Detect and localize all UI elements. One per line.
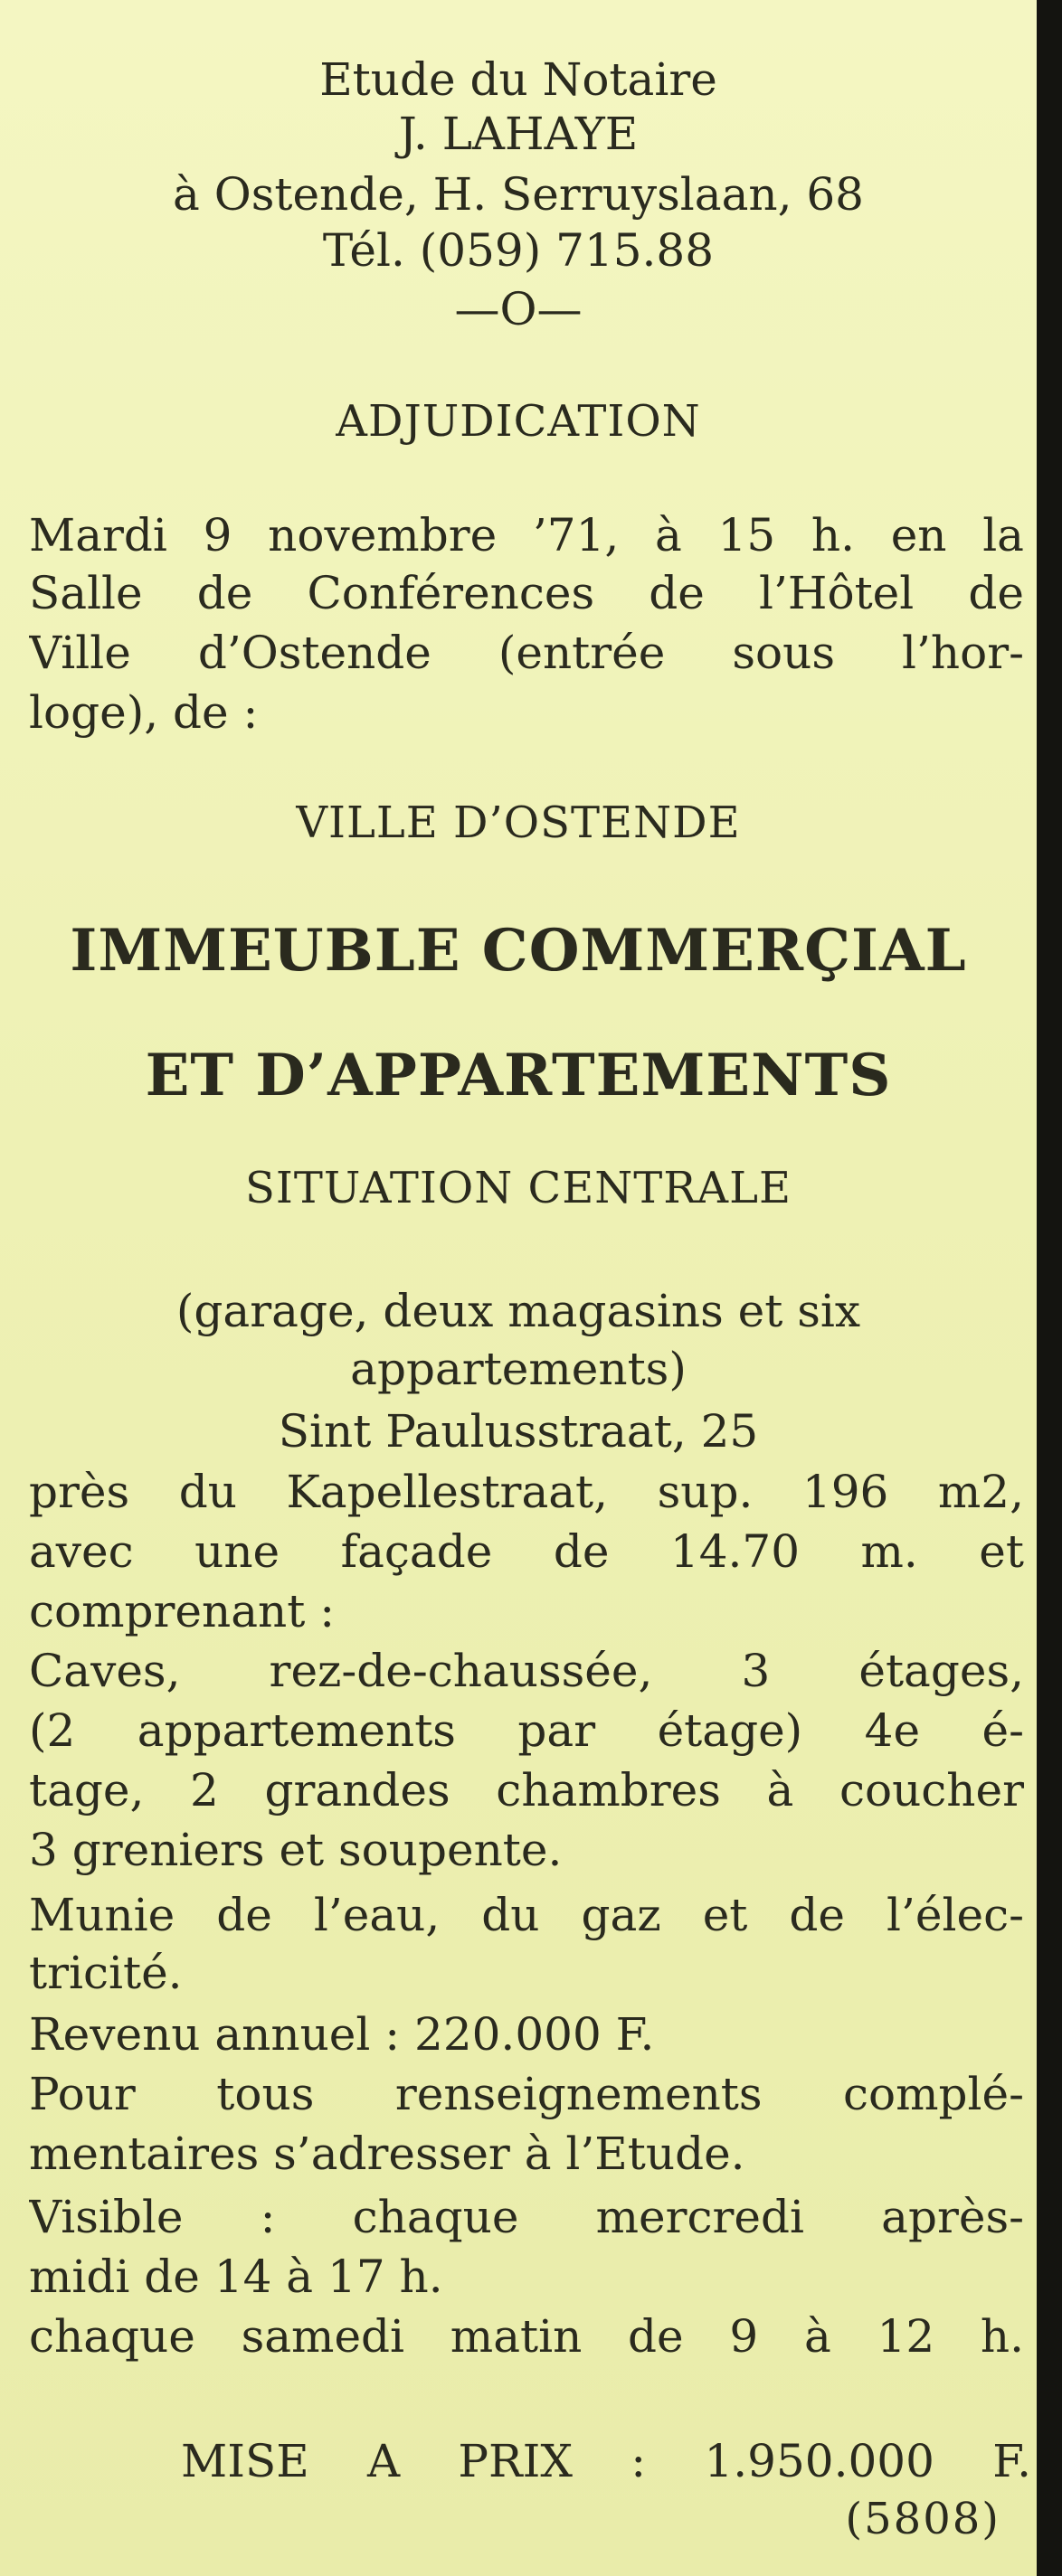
description-line: Munie de l’eau, du gaz et de l’élec-	[29, 1889, 1024, 1941]
notary-office: Etude du Notaire	[319, 53, 717, 106]
notary-address: à Ostende, H. Serruyslaan, 68	[173, 168, 864, 221]
street-address: Sint Paulusstraat, 25	[278, 1405, 759, 1458]
visiting-hours: Visible : chaque mercredi après-	[29, 2191, 1024, 2243]
property-subtitle: ET D’APPARTEMENTS	[145, 1042, 892, 1109]
description-line: près du Kapellestraat, sup. 196 m2,	[29, 1466, 1024, 1518]
description-line: Pour tous renseignements complé-	[29, 2068, 1024, 2120]
intro-line: Ville d’Ostende (entrée sous l’hor-	[29, 627, 1024, 679]
description-line: comprenant :	[29, 1585, 336, 1637]
visiting-hours: chaque samedi matin de 9 à 12 h.	[29, 2310, 1024, 2363]
intro-line: loge), de :	[29, 686, 259, 739]
composition-line: (garage, deux magasins et six	[175, 1285, 861, 1337]
description-line: 3 greniers et soupente.	[29, 1824, 563, 1876]
description-line: tricité.	[29, 1947, 183, 1999]
description-line: mentaires s’adresser à l’Etude.	[29, 2128, 745, 2180]
situation-heading: SITUATION CENTRALE	[245, 1163, 792, 1213]
notary-name: J. LAHAYE	[398, 108, 639, 160]
reserve-price: MISE A PRIX : 1.950.000 F.	[181, 2435, 1031, 2487]
separator: —O—	[454, 283, 583, 335]
seller-name: VILLE D’OSTENDE	[296, 797, 741, 848]
visiting-hours: midi de 14 à 17 h.	[29, 2250, 443, 2303]
description-line: Caves, rez-de-chaussée, 3 étages,	[29, 1645, 1024, 1697]
description-line: tage, 2 grandes chambres à coucher	[29, 1764, 1024, 1816]
description-line: avec une façade de 14.70 m. et	[29, 1525, 1024, 1578]
intro-line: Mardi 9 novembre ’71, à 15 h. en la	[29, 509, 1024, 561]
notary-phone: Tél. (059) 715.88	[322, 224, 715, 277]
description-line: (2 appartements par étage) 4e é-	[29, 1704, 1024, 1757]
intro-line: Salle de Conférences de l’Hôtel de	[29, 567, 1024, 619]
composition-line: appartements)	[350, 1343, 687, 1395]
notice-title: ADJUDICATION	[336, 396, 701, 447]
property-title: IMMEUBLE COMMERÇIAL	[70, 917, 967, 985]
reference-number: (5808)	[845, 2494, 1000, 2544]
annual-revenue: Revenu annuel : 220.000 F.	[29, 2008, 655, 2061]
column-rule	[1037, 0, 1062, 2576]
